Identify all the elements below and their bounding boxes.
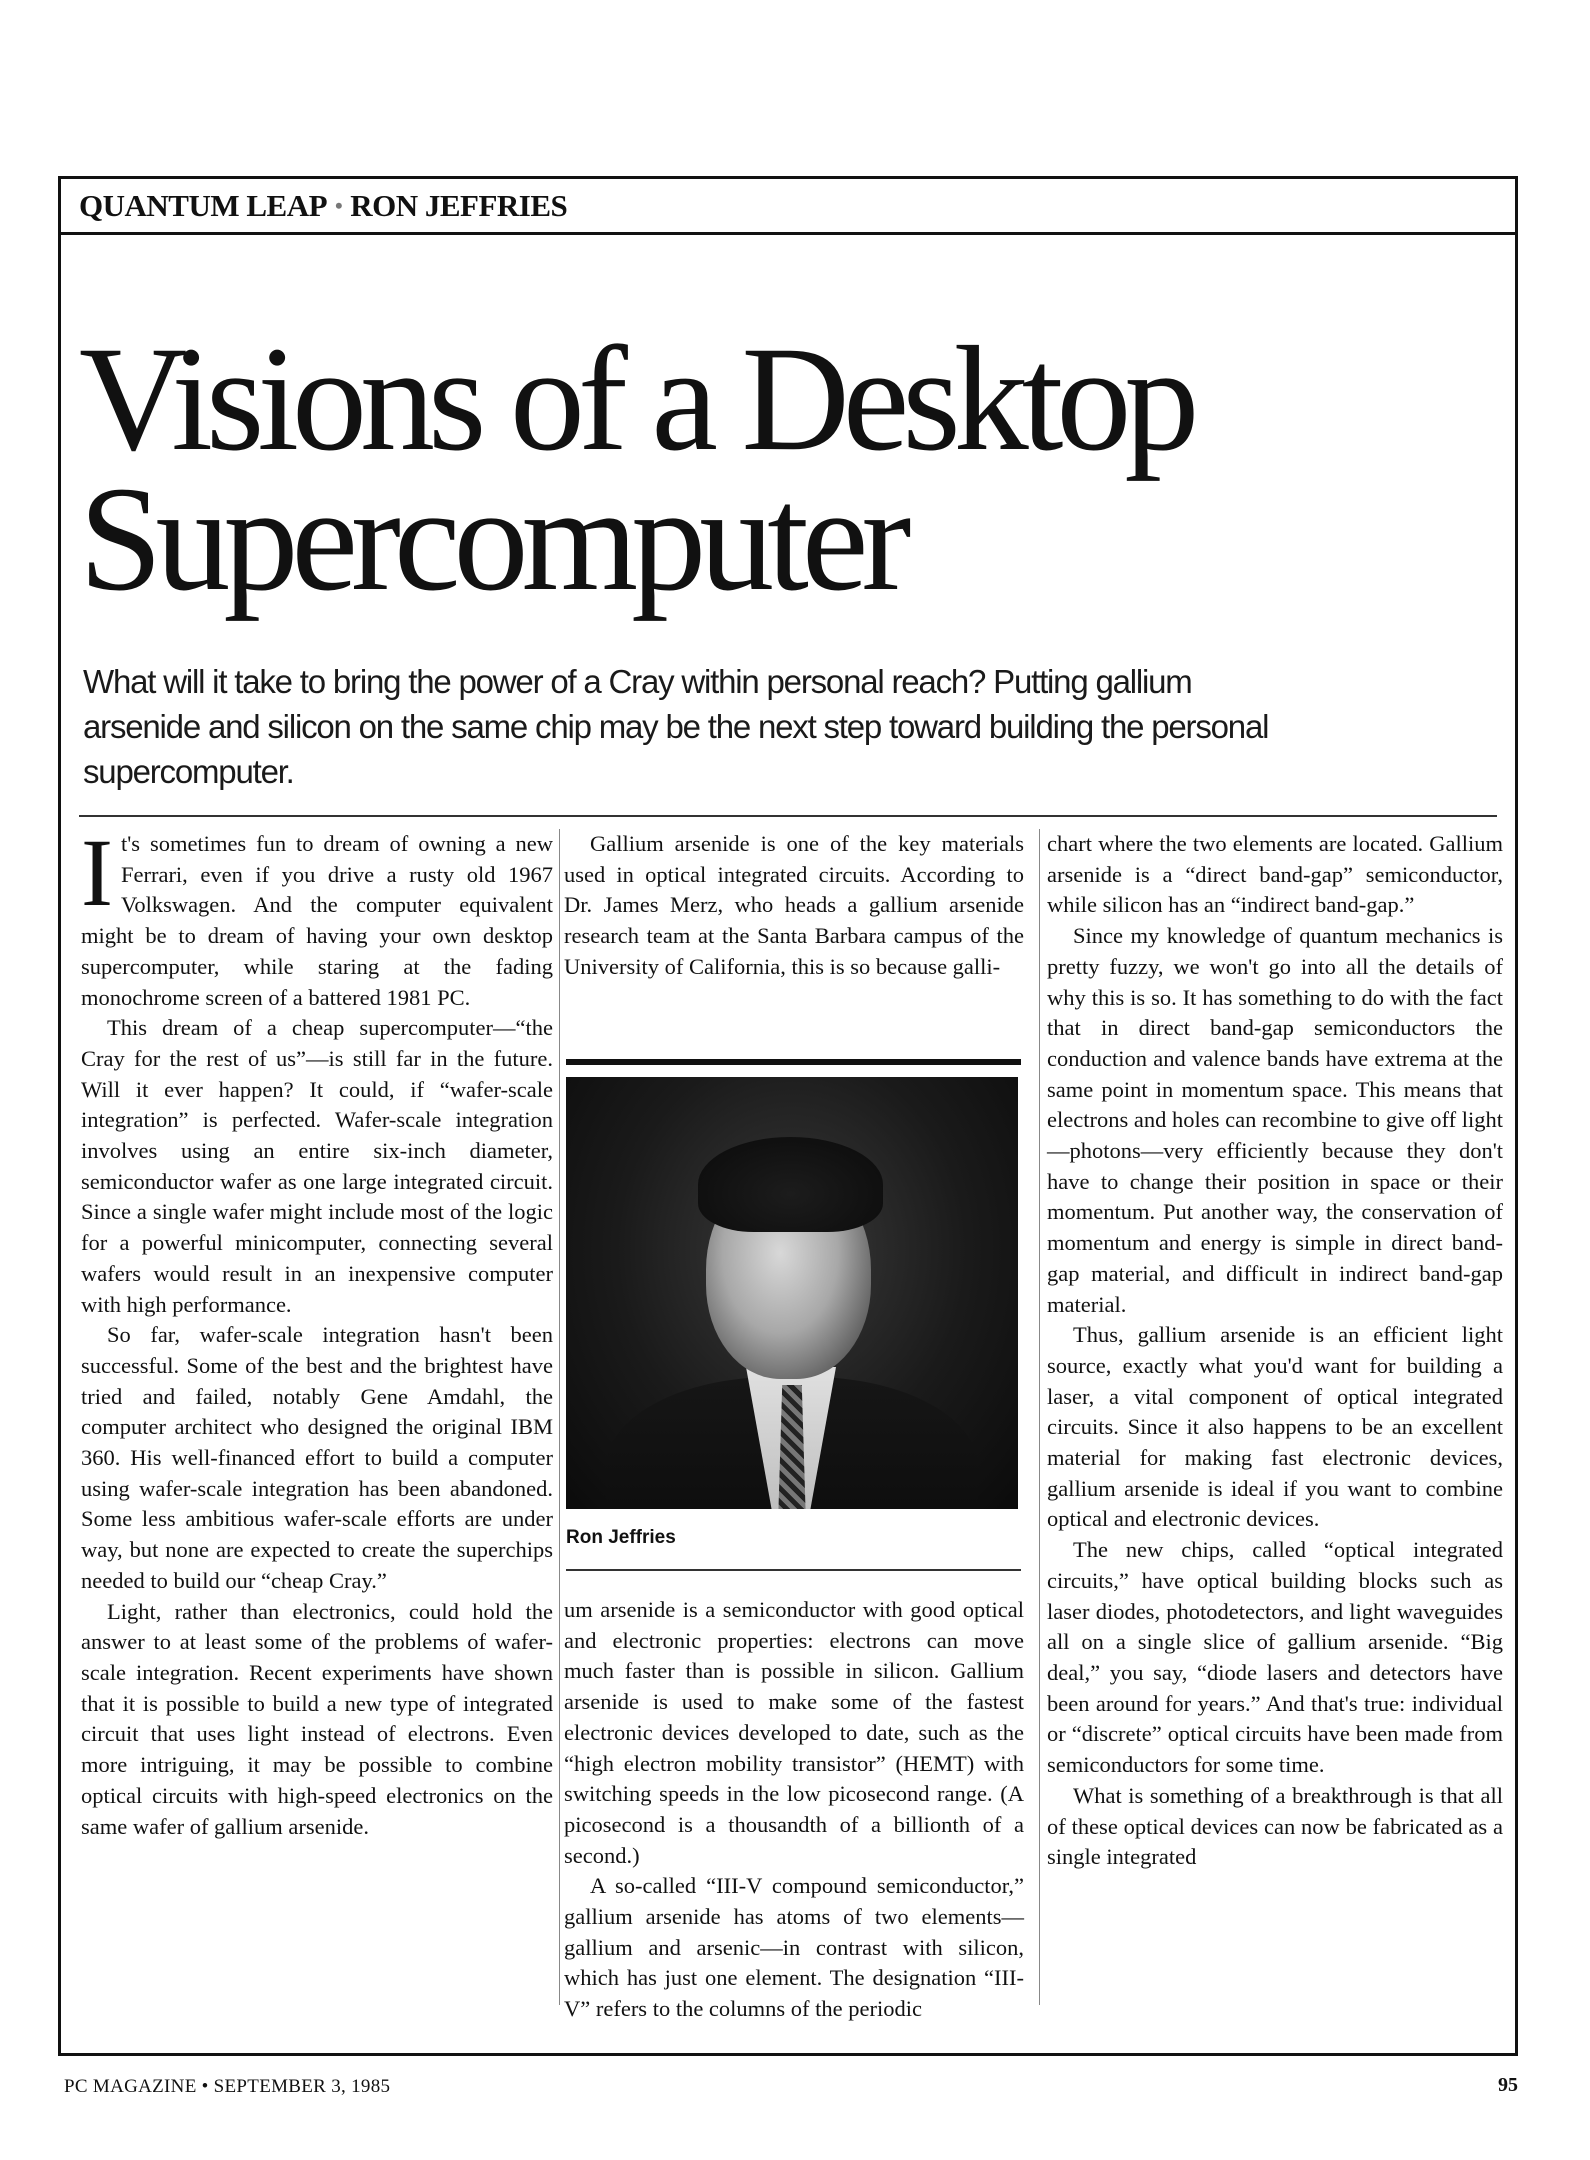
- paragraph: Since my knowledge of quantum mechanics is pretty fuzzy, we won't go into all the details of why this is so. It has something to do with the fact that in direct band-gap semiconductors the conduction and valence bands have extrema at the same point in momentum space. This means that electrons and holes can recombine to give off light—photons—very efficiently because they don't have to change their position in space or their momentum. Put another way, the conservation of momentum and energy is simple in direct band-gap material, and difficult in indirect band-gap material.: [1047, 923, 1503, 1317]
- article-title: [79, 316, 1379, 622]
- paragraph: So far, wafer-scale integration hasn't been successful. Some of the best and the brightest have tried and failed, notably Gene Amdahl, the computer architect who designed the original IBM 360. His well-financed effort to build a computer using wafer-scale integration has been abandoned. Some less ambitious wafer-scale efforts are under way, but none are expected to create the superchips needed to build our “cheap Cray.”: [81, 1322, 553, 1593]
- author-name: RON JEFFRIES: [350, 187, 568, 223]
- paragraph: What is something of a breakthrough is that all of these optical devices can now be fabricated as a single integrated: [1047, 1782, 1503, 1870]
- photo-caption: Ron Jeffries: [566, 1527, 1021, 1571]
- author-photo-figure: [566, 1059, 1021, 1571]
- article-deck: What will it take to bring the power of a Cray within personal reach? Putting gallium arsenide and silicon on the same chip may be the next step toward building the personal supercomputer.: [83, 663, 1269, 790]
- body-column-3: [1047, 829, 1503, 1873]
- paragraph: chart where the two elements are located. Gallium arsenide is a “direct band-gap” semiconductor, while silicon has an “indirect band-gap.”: [1047, 831, 1503, 918]
- body-column-2-continued: [564, 1595, 1024, 2025]
- column-name: QUANTUM LEAP: [79, 187, 328, 223]
- paragraph: This dream of a cheap supercomputer—“the Cray for the rest of us”—is still far in the future. Will it ever happen? It could, if “wafer-scale integration” is perfected. Wafer-scale integration involves using an entire six-inch diameter, semiconductor wafer as one large integrated circuit. Since a single wafer might include most of the logic for a powerful minicomputer, connecting several wafers would result in an inexpensive computer with high performance.: [81, 1015, 553, 1317]
- paragraph-text: t's sometimes fun to dream of owning a new Ferrari, even if you drive a rusty old 1967 Volkswagen. And the computer equivalent might be to dream of having your own desktop supercomputer, while staring at the fading monochrome screen of a battered 1981 PC.: [81, 831, 553, 1010]
- title-line-1: Visions of a Desktop: [79, 316, 1193, 482]
- header-separator: •: [335, 192, 343, 218]
- paragraph: Light, rather than electronics, could hold the answer to at least some of the problems of wafer-scale integration. Recent experiments have shown that it is possible to build a new type of integrated circuit that uses light instead of electrons. Even more intriguing, it may be possible to combine optical circuits with high-speed electronics on the same wafer of gallium arsenide.: [81, 1598, 553, 1839]
- drop-cap: I: [81, 819, 113, 926]
- paragraph: um arsenide is a semiconductor with good optical and electronic properties: electrons can move much faster than is possible in silicon. Gallium arsenide is used to make some of the fastest electronic devices developed to date, such as the “high electron mobility transistor” (HEMT) with switching speeds in the low picosecond range. (A picosecond is a thousandth of a billionth of a second.): [564, 1597, 1024, 1868]
- publication-footer: PC MAGAZINE • SEPTEMBER 3, 1985: [64, 2076, 391, 2097]
- paragraph: [81, 819, 553, 1013]
- photo-top-rule: [566, 1059, 1021, 1065]
- paragraph: A so-called “III-V compound semiconductor,” gallium arsenide has atoms of two elements—gallium and arsenic—in contrast with silicon, which has just one element. The designation “III-V” refers to the columns of the periodic: [564, 1873, 1024, 2022]
- column-separator: [559, 829, 560, 2005]
- column-separator: [1039, 829, 1040, 2005]
- paragraph: The new chips, called “optical integrated circuits,” have optical building blocks such as laser diodes, photodetectors, and light waveguides all on a single slice of gallium arsenide. “Big deal,” you say, “diode lasers and detectors have been around for years.” And that's true: individual or “discrete” optical circuits have been made from semiconductors for some time.: [1047, 1537, 1503, 1778]
- paragraph: Gallium arsenide is one of the key materials used in optical integrated circuits. According to Dr. James Merz, who heads a gallium arsenide research team at the Santa Barbara campus of the University of California, this is so because galli-: [564, 831, 1024, 979]
- title-line-2: Supercomputer: [79, 456, 905, 622]
- author-photo: [566, 1077, 1018, 1509]
- column-header: [61, 179, 1515, 235]
- deck-rule: [79, 815, 1497, 817]
- body-column-1: [81, 819, 553, 1842]
- body-column-2: [564, 829, 1024, 983]
- page-number: 95: [1498, 2074, 1518, 2096]
- paragraph: Thus, gallium arsenide is an efficient light source, exactly what you'd want for building a laser, a vital component of optical integrated circuits. Since it also happens to be an excellent material for making fast electronic devices, gallium arsenide is ideal if you want to combine optical and electronic devices.: [1047, 1322, 1503, 1532]
- article-frame: [58, 176, 1518, 2056]
